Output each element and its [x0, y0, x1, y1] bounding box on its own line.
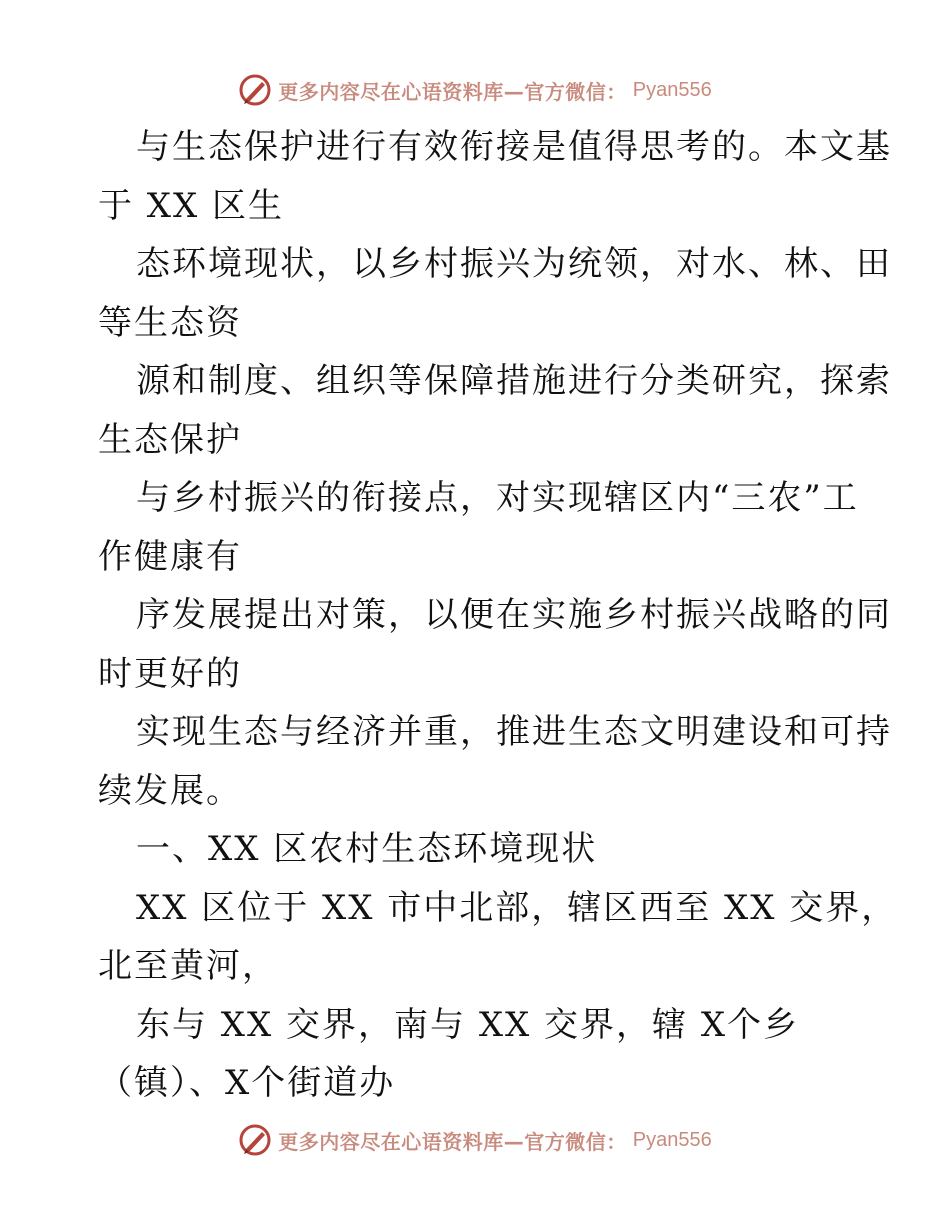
- text-line: 时更好的: [98, 653, 242, 694]
- watermark-text: 更多内容尽在心语资料库—官方微信：: [278, 79, 627, 104]
- text-line: 实现生态与经济并重，推进生态文明建设和可持: [136, 712, 892, 752]
- text-line: XX 区位于 XX 市中北部，辖区西至 XX 交界，: [136, 887, 898, 928]
- text-line: 于 XX 区生: [98, 185, 285, 226]
- watermark-wechat-id: Pyan556: [632, 78, 712, 101]
- section-heading: 一、XX 区农村生态环境现状: [136, 829, 598, 869]
- text-line: 态环境现状，以乡村振兴为统领，对水、林、田: [136, 244, 892, 284]
- header-watermark: [0, 70, 950, 110]
- text-line: 续发展。: [98, 770, 242, 811]
- text-line: （镇）、X个街道办: [98, 1063, 396, 1103]
- pen-logo-icon: [238, 73, 272, 107]
- text-line: 北至黄河，: [98, 946, 278, 986]
- document-body: [98, 118, 898, 1113]
- text-line: 序发展提出对策，以便在实施乡村振兴战略的同: [136, 595, 892, 635]
- text-line: 与生态保护进行有效衔接是值得思考的。本文基: [136, 127, 892, 167]
- watermark-wechat-id: Pyan556: [632, 1128, 712, 1151]
- text-line: 作健康有: [98, 536, 242, 577]
- text-line: 生态保护: [98, 419, 242, 460]
- footer-watermark: [0, 1120, 950, 1160]
- text-line: 与乡村振兴的衔接点，对实现辖区内“三农”工: [136, 478, 859, 518]
- text-line: 东与 XX 交界，南与 XX 交界，辖 X个乡: [136, 1004, 800, 1045]
- pen-logo-icon: [238, 1123, 272, 1157]
- watermark-text: 更多内容尽在心语资料库—官方微信：: [278, 1129, 627, 1154]
- text-line: 等生态资: [98, 302, 242, 343]
- text-line: 源和制度、组织等保障措施进行分类研究，探索: [136, 361, 892, 401]
